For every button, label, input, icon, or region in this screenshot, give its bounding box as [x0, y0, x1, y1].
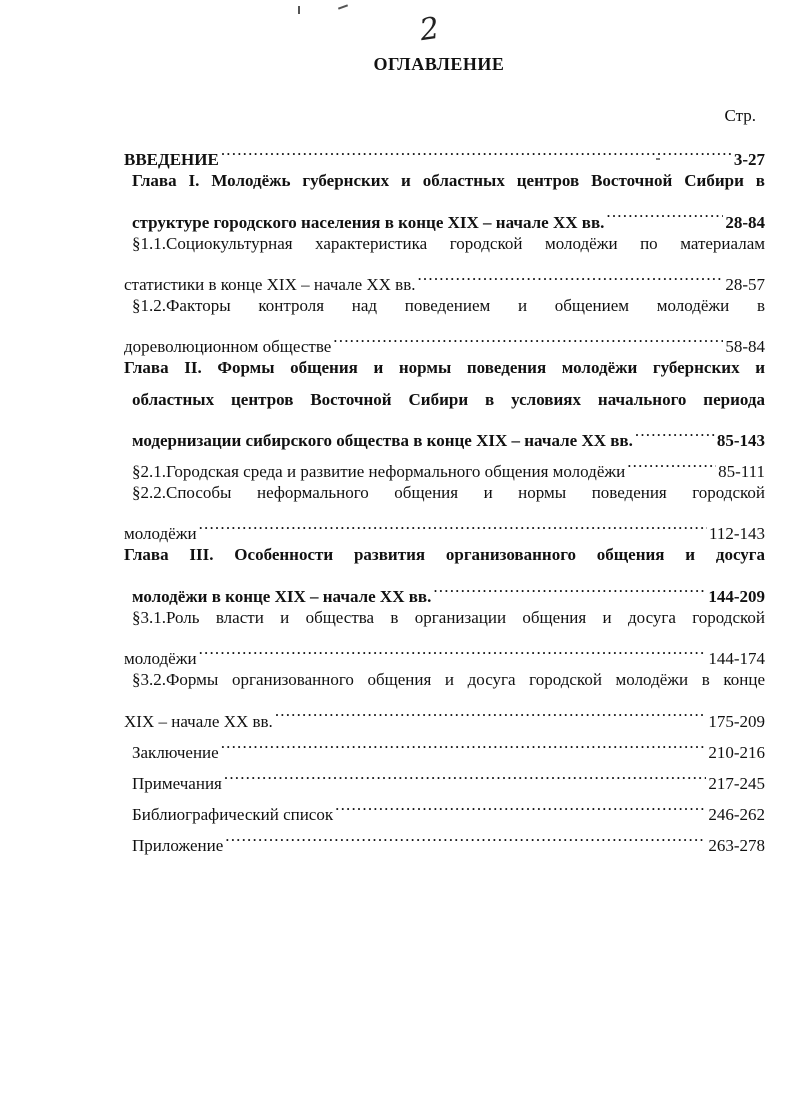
toc-section-1-1-line-2[interactable]	[124, 259, 765, 294]
toc-leader-dots	[635, 415, 715, 446]
toc-section-3-1-line-2[interactable]	[124, 633, 765, 669]
toc-entry-pages: 3-27	[733, 150, 765, 170]
toc-entry-pages: 263-278	[708, 836, 765, 856]
toc-leader-dots	[199, 508, 707, 539]
toc-entry-pages: 210-216	[708, 742, 765, 762]
toc-section-1-1-line-1[interactable]	[124, 228, 765, 259]
scan-artifact	[338, 4, 348, 9]
toc-entry-text: §1.2.Факторы контроля над поведением и общением молодёжи в	[132, 295, 765, 315]
toc-entry-text: §1.1.Социокультурная характеристика городской молодёжи по материалам	[132, 233, 765, 253]
toc-entry-text: Глава II. Формы общения и нормы поведения молодёжи губернских и	[124, 358, 765, 378]
toc-leader-dots	[333, 321, 723, 352]
toc-leader-dots	[275, 695, 707, 726]
toc-entry-pages: 85-143	[716, 430, 765, 450]
toc-leader-dots	[417, 259, 723, 290]
toc-entry-pages: 175-209	[708, 711, 765, 731]
toc-leader-dots	[606, 196, 723, 227]
toc-entry-pages: 28-57	[725, 274, 765, 294]
toc-leader-dots	[224, 758, 706, 789]
toc-chapter-1-line-2[interactable]	[124, 196, 765, 232]
toc-leader-dots	[225, 820, 706, 851]
toc-section-3-1-line-1[interactable]	[124, 602, 765, 633]
toc-entry-pages: 85-111	[718, 462, 765, 482]
toc-entry-text: структуре городского населения в конце XIX – начале XX вв.	[132, 212, 605, 232]
toc-entry-text: §2.2.Способы неформального общения и нормы поведения городской	[132, 483, 765, 503]
toc-chapter-3-line-2[interactable]	[124, 571, 765, 606]
toc-leader-dots	[221, 134, 732, 165]
toc-entry-pages: 246-262	[708, 805, 765, 825]
toc-entry-text: молодёжи	[124, 649, 197, 669]
toc-chapter-3-line-1[interactable]	[124, 539, 765, 570]
toc-entry-pages: 28-84	[725, 212, 765, 232]
toc-chapter-2-line-2[interactable]	[124, 384, 765, 415]
toc-leader-dots	[221, 727, 707, 758]
toc-entry-text: молодёжи	[124, 524, 197, 544]
table-of-contents	[124, 134, 765, 856]
toc-leader-dots	[199, 633, 707, 664]
toc-entry-pages: 144-174	[708, 649, 765, 669]
pages-column-label: Стр.	[724, 106, 756, 125]
toc-entry-introduction[interactable]	[124, 134, 765, 170]
toc-chapter-2-line-1[interactable]	[124, 352, 765, 383]
toc-leader-dots	[433, 571, 706, 602]
toc-entry-text: модернизации сибирского общества в конце XIX – начале XX вв.	[132, 430, 633, 450]
toc-entry-pages: 58-84	[725, 337, 765, 357]
toc-entry-text: молодёжи в конце XIX – начале XX вв.	[132, 586, 432, 606]
toc-entry-text: Приложение	[132, 836, 224, 856]
toc-leader-dots	[335, 789, 706, 820]
page-title: ОГЛАВЛЕНИЕ	[373, 54, 505, 74]
toc-entry-pages: 144-209	[708, 586, 765, 606]
toc-chapter-2-line-3[interactable]	[124, 415, 765, 450]
toc-entry-text: Примечания	[132, 773, 222, 793]
toc-entry-text: §3.1.Роль власти и общества в организации общения и досуга городской	[132, 607, 765, 627]
toc-entry-text: областных центров Восточной Сибири в условиях начального периода	[132, 389, 765, 409]
toc-section-1-2-line-2[interactable]	[124, 321, 765, 357]
toc-entry-text: Заключение	[132, 742, 219, 762]
toc-entry-text: Глава III. Особенности развития организованного общения и досуга	[124, 545, 765, 565]
toc-entry-text: §3.2.Формы организованного общения и досуга городской молодёжи в конце	[132, 670, 765, 690]
toc-section-3-2-line-2[interactable]	[124, 695, 765, 731]
toc-entry-text: §2.1.Городская среда и развитие неформального общения молодёжи	[132, 462, 626, 482]
toc-entry-text: XIX – начале XX вв.	[124, 711, 273, 731]
toc-chapter-1-line-1[interactable]	[124, 165, 765, 196]
toc-entry-notes[interactable]	[124, 758, 765, 793]
toc-entry-pages: 112-143	[708, 524, 765, 544]
handwritten-page-number: 2	[417, 10, 442, 49]
toc-entry-text: ВВЕДЕНИЕ	[124, 150, 219, 170]
toc-section-2-2-line-1[interactable]	[124, 477, 765, 508]
toc-entry-text: Библиографический список	[132, 805, 334, 825]
toc-entry-pages: 217-245	[708, 773, 765, 793]
toc-entry-text: Глава I. Молодёжь губернских и областных центров Восточной Сибири в	[132, 171, 765, 191]
toc-section-1-2-line-1[interactable]	[124, 290, 765, 321]
toc-section-2-2-line-2[interactable]	[124, 508, 765, 544]
toc-leader-dots	[627, 446, 716, 477]
toc-entry-text: дореволюционном обществе	[124, 337, 332, 357]
toc-entry-text: статистики в конце XIX – начале XX вв.	[124, 274, 416, 294]
scan-artifact	[298, 6, 300, 14]
toc-entry-conclusion[interactable]	[124, 727, 765, 762]
toc-section-3-2-line-1[interactable]	[124, 664, 765, 695]
